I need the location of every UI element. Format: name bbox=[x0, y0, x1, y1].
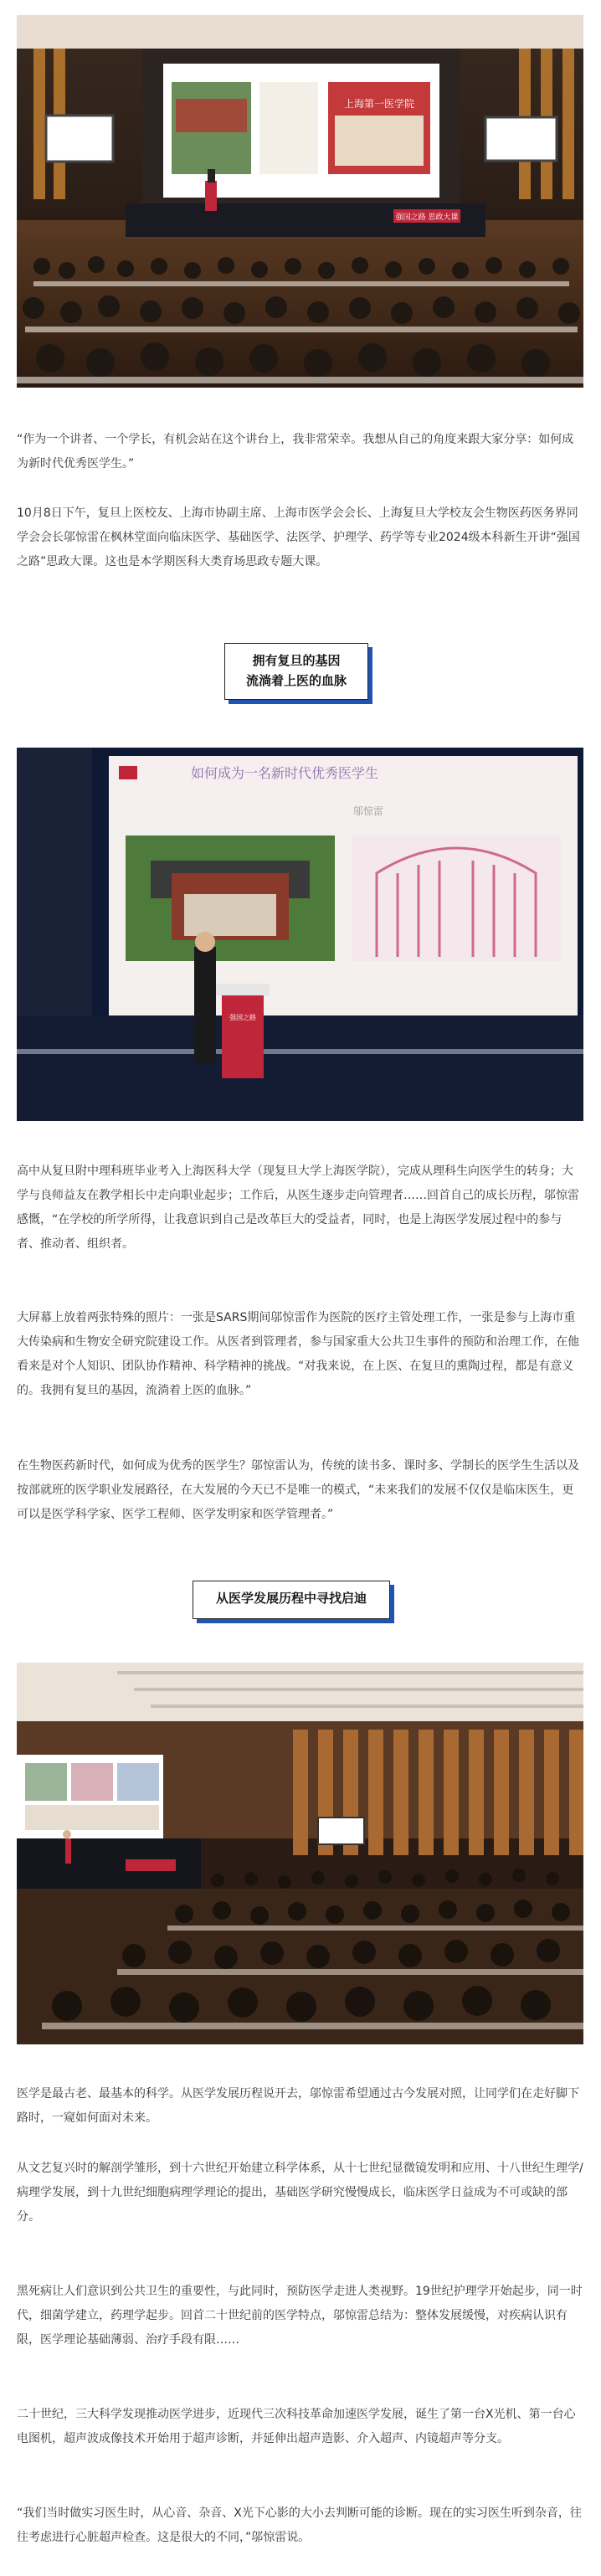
screen-banner: 如何成为一名新时代优秀医学生 bbox=[190, 765, 379, 781]
paragraph-oldest-science: 医学是最古老、最基本的科学。从医学发展历程说开去，邬惊雷希望通过古今发展对照，让同学们在走好脚下路时，一窥如何面对未来。 bbox=[17, 2087, 579, 2125]
paragraph-black-death: 黑死病让人们意识到公共卫生的重要性，与此同时，预防医学走进人类视野。19世纪护理学开始起步，同一时代，细菌学建立，药理学起步。回首二十世纪前的医学特点，邬惊雷总结为：整体发展缓慢，对疾病认识有限，医学理论基础薄弱、治疗手段有限…… bbox=[17, 2285, 583, 2347]
podium-label: 强国之路 bbox=[229, 1014, 256, 1021]
event-sign: 强国之路 思政大课 bbox=[395, 213, 459, 222]
section-heading-fudan-gene bbox=[224, 643, 368, 700]
screen-title: 上海第一医学院 bbox=[343, 98, 415, 110]
section-heading-text: 从医学发展历程中寻找启迪 bbox=[215, 1591, 367, 1606]
photo-auditorium-lecture bbox=[17, 15, 583, 388]
paragraph-intern-memory: “我们当时做实习医生时，从心音、杂音、X光下心影的大小去判断可能的诊断。现在的实习医生听到杂音，往往考虑进行心脏超声检查。这是很大的不同，”邬惊雷说。 bbox=[17, 2507, 582, 2544]
paragraph-event-intro: 10月8日下午，复旦上医校友、上海市协副主席、上海市医学会会长、上海复旦大学校友会生物医药医务界同学会会长邬惊雷在枫林堂面向临床医学、基础医学、法医学、护理学、药学等专业2024级本科新生开讲“强国之路”思政大课。这也是本学期医科大类育场思政专题大课。 bbox=[17, 506, 580, 568]
paragraph-renaissance: 从文艺复兴时的解剖学雏形，到十六世纪开始建立科学体系，从十七世纪显微镜发明和应用、十八世纪生理学/病理学发展，到十九世纪细胞病理学理论的提出，基础医学研究慢慢成长，临床医学日益成为不可或缺的部分。 bbox=[17, 2162, 583, 2224]
section-heading-medical-history bbox=[193, 1581, 390, 1619]
section-heading-line-1: 拥有复旦的基因 bbox=[252, 653, 341, 668]
section-heading-line-2: 流淌着上医的血脉 bbox=[245, 673, 347, 688]
paragraph-sars-photos: 大屏幕上放着两张特殊的照片：一张是SARS期间邬惊雷作为医院的医疗主管处理工作，一张是参与上海市重大传染病和生物安全研究院建设工作。从医者到管理者，参与国家重大公共卫生事件的预防和治理工作，在他看来是对个人知识、团队协作精神、科学精神的挑战。“对我来说，在上医、在复旦的熏陶过程，都是有意义的。我拥有复旦的基因，流淌着上医的血脉。” bbox=[17, 1311, 579, 1397]
paragraph-new-era: 在生物医药新时代，如何成为优秀的医学生？邬惊雷认为，传统的读书多、课时多、学制长的医学生生活以及按部就班的医学职业发展路径，在大发展的今天已不是唯一的模式，“未来我们的发展不仅仅是临床医生，更可以是医学科学家、医学工程师、医学发明家和医学管理者。” bbox=[17, 1459, 579, 1521]
photo-wide-lecture-hall bbox=[17, 1663, 583, 2044]
paragraph-quote-intro: “作为一个讲者、一个学长，有机会站在这个讲台上，我非常荣幸。我想从自己的角度来跟大家分享：如何成为新时代优秀医学生。” bbox=[17, 433, 574, 470]
photo-speaker-podium bbox=[17, 748, 583, 1121]
paragraph-twentieth-century: 二十世纪，三大科学发现推动医学进步，近现代三次科技革命加速医学发展，诞生了第一台X光机、第一台心电图机，超声波成像技术开始用于超声诊断，并延伸出超声造影、介入超声、内镜超声等分支。 bbox=[17, 2408, 576, 2445]
screen-subtitle: 邬惊雷 bbox=[352, 805, 384, 817]
paragraph-career-path: 高中从复旦附中理科班毕业考入上海医科大学（现复旦大学上海医学院），完成从理科生向医学生的转身；大学与良师益友在教学相长中走向职业起步；工作后，从医生逐步走向管理者……回首自己的成长历程，邬惊雷感慨，“在学校的所学所得，让我意识到自己是改革巨大的受益者，同时，也是上海医学发展过程中的参与者、推动者、组织者。 bbox=[17, 1165, 579, 1251]
